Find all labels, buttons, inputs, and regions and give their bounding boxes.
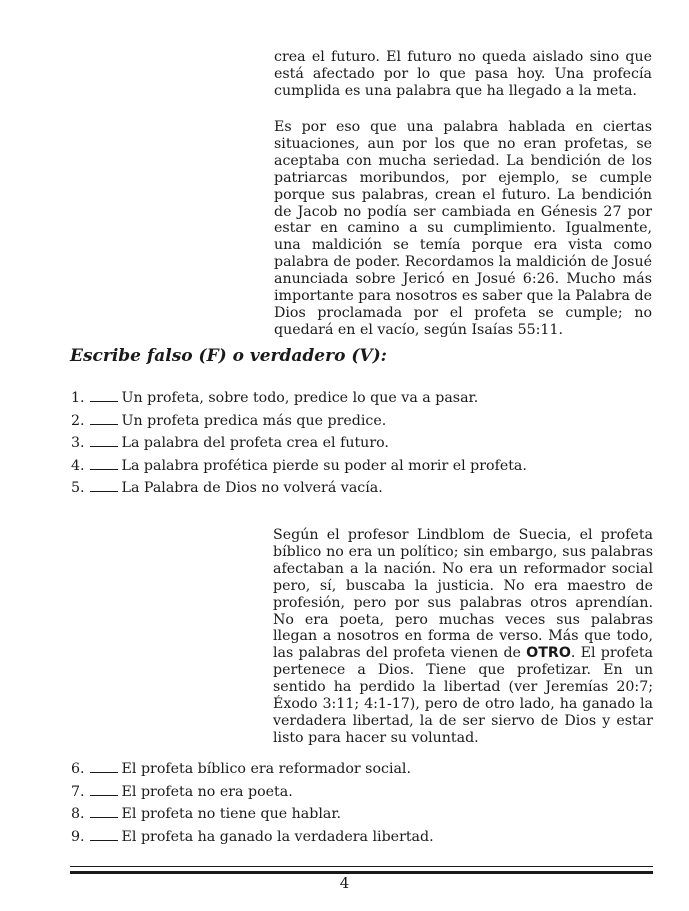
- answer-blank[interactable]: [90, 389, 118, 402]
- answer-blank[interactable]: [90, 805, 118, 818]
- question-item: [71, 803, 434, 826]
- question-number: 1.: [71, 390, 85, 406]
- question-item: [71, 826, 434, 849]
- answer-blank[interactable]: [90, 479, 118, 492]
- question-text: Un profeta predica más que predice.: [121, 412, 387, 429]
- question-text: El profeta no tiene que hablar.: [121, 806, 342, 823]
- question-text: El profeta no era poeta.: [121, 783, 293, 800]
- question-number: 4.: [71, 457, 85, 474]
- question-item: [71, 477, 527, 500]
- paragraph-lindblom-part1: Según el profesor Lindblom de Suecia, el profeta bíblico no era un político; sin embargo, sus palabras afectaban a la nación. No era un reformador social pero, sí, buscaba la justicia. No era maestro de profesión, pero por sus palabras otros aprendían. No era poeta, pero muchas veces sus palabras llegan a nosotros en forma de verso. Más que todo, las palabras del profeta vienen de: [273, 527, 653, 662]
- question-item: [71, 432, 527, 455]
- question-item: [71, 387, 527, 410]
- question-number: 2.: [71, 412, 85, 429]
- question-text: El profeta ha ganado la verdadera libertad.: [121, 828, 434, 845]
- question-text: El profeta bíblico era reformador social.: [121, 761, 411, 777]
- question-number: 9.: [71, 828, 85, 845]
- exercise-heading: Escribe falso (F) o verdadero (V):: [70, 346, 387, 366]
- paragraph-blessings: Es por eso que una palabra hablada en ciertas situaciones, aun por los que no eran profetas, se aceptaba con mucha seriedad. La bendición de los patriarcas moribundos, por ejemplo, se cumple porque sus palabras, crean el futuro. La bendición de Jacob no podía ser cambiada en Génesis 27 por estar en camino a su cumplimiento. Igualmente, una maldición se temía porque era vista como palabra de poder. Recordamos la maldición de Josué anunciada sobre Jericó en Josué 6:26. Mucho más importante para nosotros es saber que la Palabra de Dios proclamada por el profeta se cumple; no quedará en el vacío, según Isaías 55:11.: [274, 119, 652, 338]
- question-text: La palabra profética pierde su poder al morir el profeta.: [121, 457, 527, 474]
- question-item: [71, 781, 434, 804]
- paragraph-intro: crea el futuro. El futuro no queda aislado sino que está afectado por lo que pasa hoy. Una profecía cumplida es una palabra que ha llegado a la meta.: [274, 49, 652, 99]
- paragraph-lindblom-bold: OTRO: [526, 645, 571, 662]
- page-number: 4: [339, 874, 350, 892]
- question-list-1: [71, 387, 527, 500]
- answer-blank[interactable]: [90, 828, 118, 841]
- answer-blank[interactable]: [90, 412, 118, 425]
- paragraph-lindblom: [273, 527, 653, 747]
- question-item: [71, 410, 527, 433]
- question-text: Un profeta, sobre todo, predice lo que va a pasar.: [121, 390, 479, 406]
- question-list-2: [71, 758, 434, 848]
- answer-blank[interactable]: [90, 457, 118, 470]
- question-item: [71, 758, 434, 781]
- question-item: [71, 455, 527, 478]
- answer-blank[interactable]: [90, 434, 118, 447]
- question-text: La Palabra de Dios no volverá vacía.: [121, 480, 383, 497]
- question-number: 8.: [71, 806, 85, 823]
- footer-rule-thin: [70, 866, 653, 867]
- answer-blank[interactable]: [90, 760, 118, 773]
- question-text: La palabra del profeta crea el futuro.: [121, 435, 389, 452]
- question-number: 5.: [71, 480, 85, 497]
- question-number: 3.: [71, 435, 85, 452]
- paragraph-lindblom-part2: . El profeta pertenece a Dios. Tiene que profetizar. En un sentido ha perdido la libertad (ver Jeremías 20:7; Éxodo 3:11; 4:1-17), pero de otro lado, ha ganado la verdadera libertad, la de ser siervo de Dios y estar listo para hacer su voluntad.: [273, 645, 653, 746]
- answer-blank[interactable]: [90, 783, 118, 796]
- question-number: 6.: [71, 761, 85, 777]
- question-number: 7.: [71, 783, 85, 800]
